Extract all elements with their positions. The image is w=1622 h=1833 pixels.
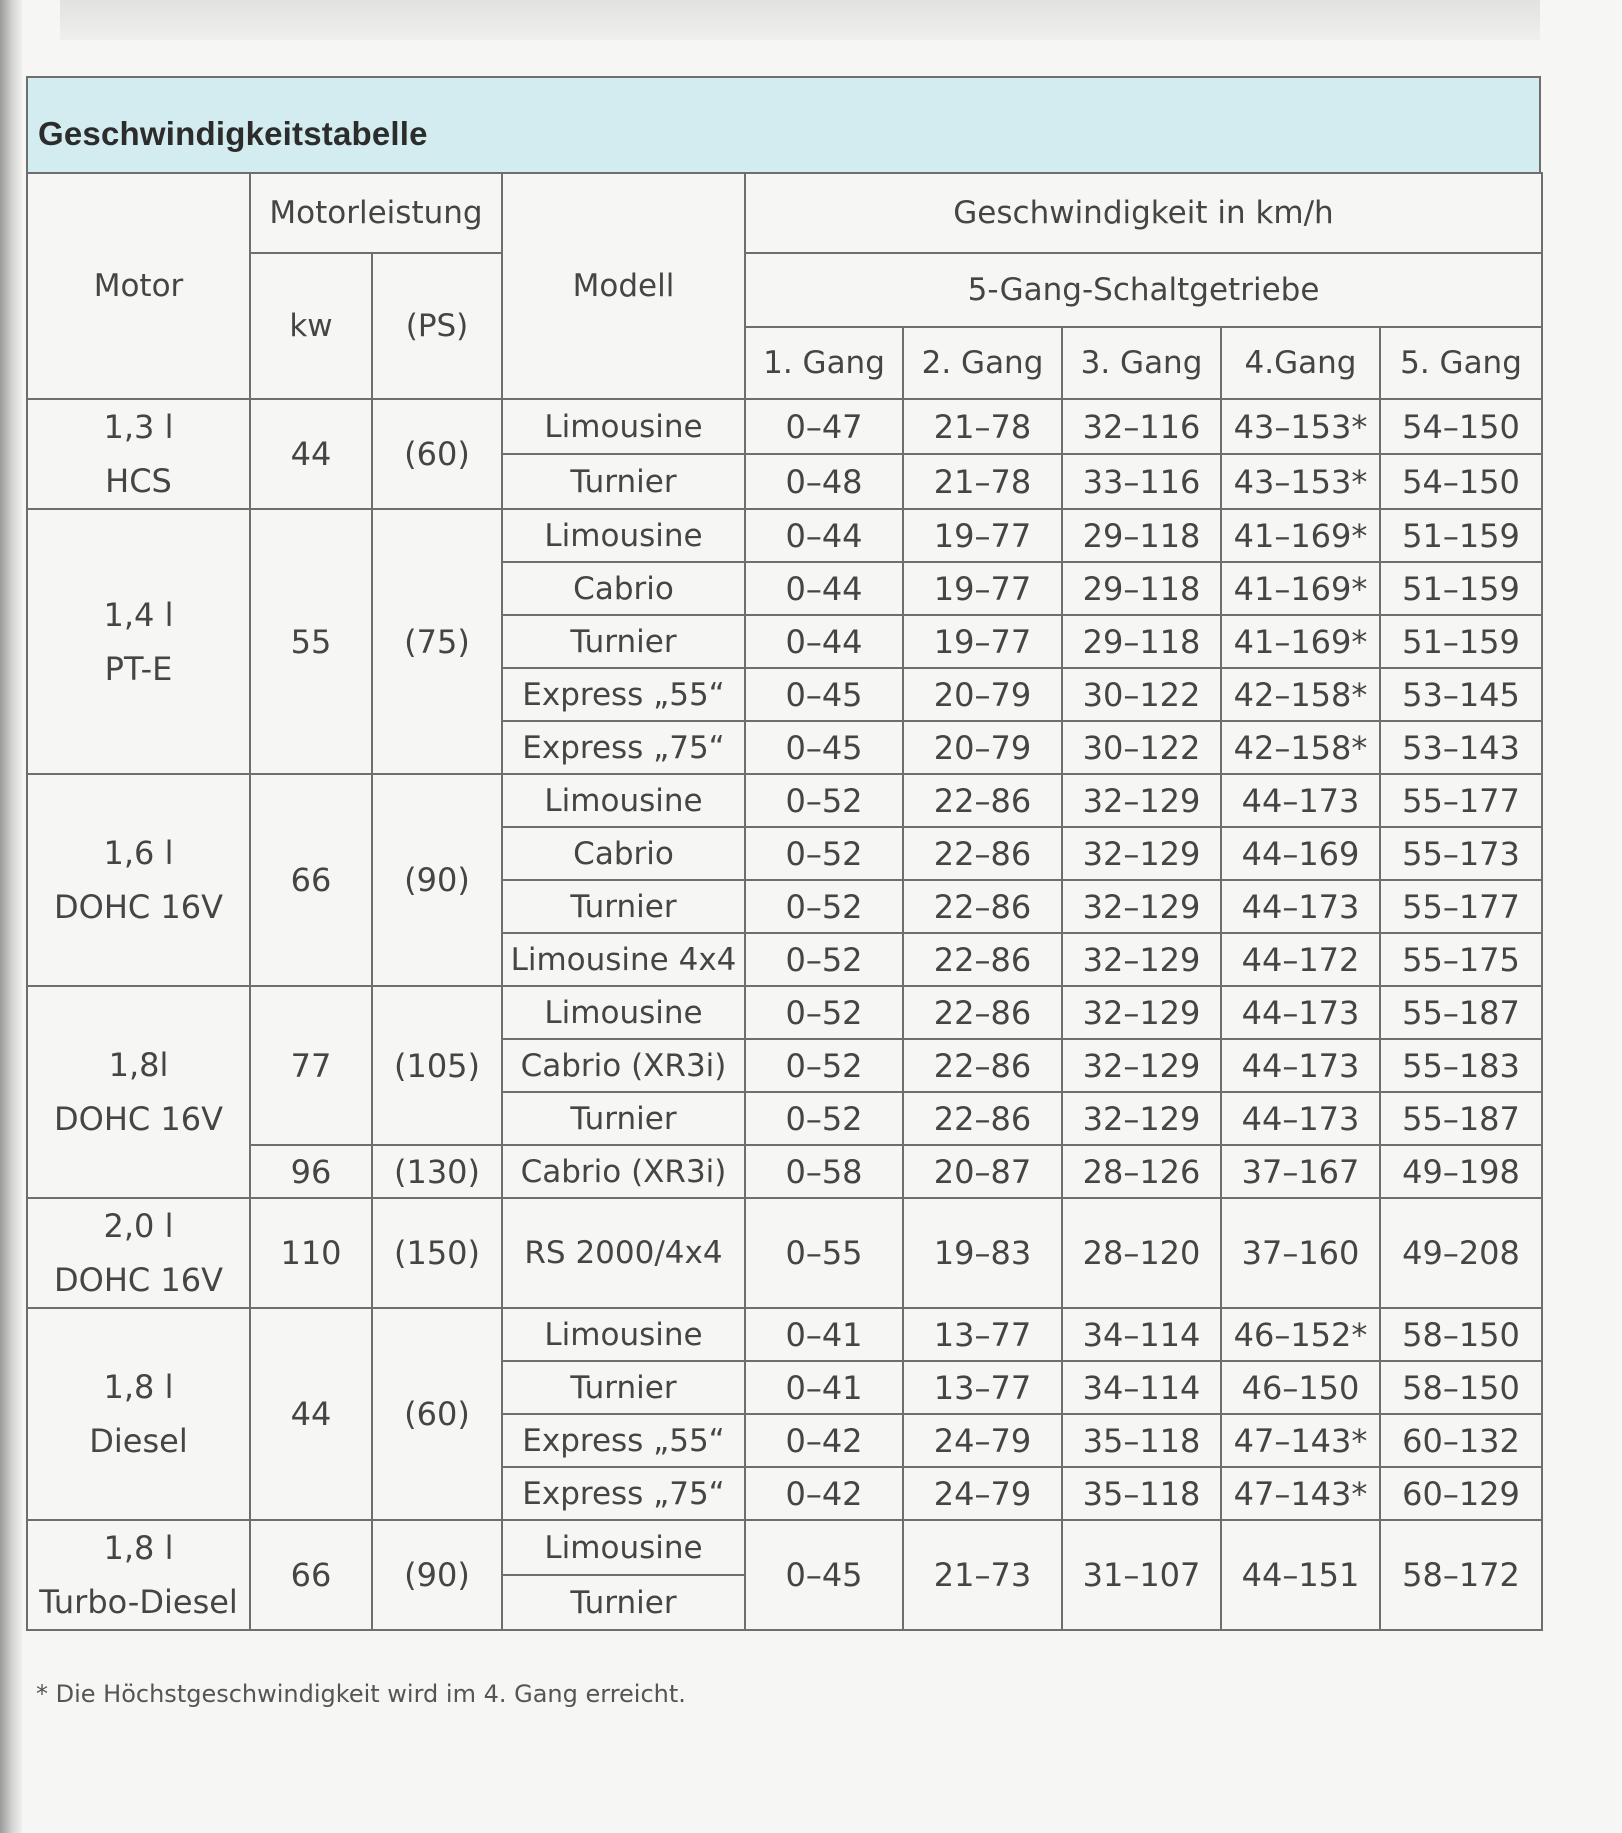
engine-cell <box>27 399 250 509</box>
model-cell: Cabrio (XR3i) <box>502 1145 745 1198</box>
speed-cell: 55–177 <box>1380 774 1542 827</box>
ps-cell: (150) <box>372 1198 502 1308</box>
engine-size: 1,8l <box>108 1046 169 1084</box>
ps-cell: (90) <box>372 774 502 986</box>
speed-cell: 24–79 <box>903 1467 1062 1520</box>
speed-cell: 32–129 <box>1062 774 1221 827</box>
ps-cell: (75) <box>372 509 502 774</box>
engine-size: 1,3 l <box>103 408 174 446</box>
speed-cell: 54–150 <box>1380 454 1542 509</box>
engine-type: DOHC 16V <box>53 1100 223 1138</box>
speed-cell: 19–83 <box>903 1198 1062 1308</box>
speed-cell: 47–143* <box>1221 1414 1380 1467</box>
gear-1-header: 1. Gang <box>745 327 903 399</box>
kw-cell: 66 <box>250 774 372 986</box>
speed-cell: 0–45 <box>745 1520 903 1630</box>
speed-cell: 19–77 <box>903 562 1062 615</box>
speed-cell: 49–198 <box>1380 1145 1542 1198</box>
ps-cell: (60) <box>372 399 502 509</box>
speed-table-panel <box>26 76 1541 1631</box>
model-cell: Turnier <box>502 615 745 668</box>
engine-cell <box>27 774 250 986</box>
model-cell: Turnier <box>502 1361 745 1414</box>
engine-cell <box>27 1308 250 1520</box>
speed-cell: 0–45 <box>745 721 903 774</box>
speed-cell: 0–47 <box>745 399 903 454</box>
speed-cell: 0–42 <box>745 1467 903 1520</box>
speed-cell: 0–44 <box>745 509 903 562</box>
speed-cell: 35–118 <box>1062 1467 1221 1520</box>
model-cell: Turnier <box>502 1575 745 1630</box>
motorleistung-header: Motorleistung <box>250 173 502 253</box>
speed-cell: 53–143 <box>1380 721 1542 774</box>
speed-cell: 19–77 <box>903 615 1062 668</box>
speed-cell: 22–86 <box>903 933 1062 986</box>
speed-cell: 43–153* <box>1221 454 1380 509</box>
model-cell: Limousine <box>502 1308 745 1361</box>
engine-type: Diesel <box>89 1422 188 1460</box>
speed-cell: 22–86 <box>903 774 1062 827</box>
speed-cell: 55–187 <box>1380 1092 1542 1145</box>
engine-type: DOHC 16V <box>53 1261 223 1299</box>
ps-cell: (90) <box>372 1520 502 1630</box>
speed-cell: 58–172 <box>1380 1520 1542 1630</box>
speed-cell: 53–145 <box>1380 668 1542 721</box>
table-row <box>27 774 1542 827</box>
model-cell: Limousine 4x4 <box>502 933 745 986</box>
speed-cell: 0–42 <box>745 1414 903 1467</box>
engine-size: 1,6 l <box>103 834 174 872</box>
speed-cell: 21–78 <box>903 399 1062 454</box>
speed-cell: 32–129 <box>1062 827 1221 880</box>
speed-cell: 0–44 <box>745 562 903 615</box>
page-edge-shadow <box>0 0 22 1833</box>
speed-cell: 0–52 <box>745 986 903 1039</box>
speed-cell: 20–79 <box>903 721 1062 774</box>
speed-cell: 32–129 <box>1062 1092 1221 1145</box>
ps-header: (PS) <box>372 253 502 399</box>
engine-cell <box>27 1520 250 1630</box>
speed-cell: 32–129 <box>1062 1039 1221 1092</box>
speed-cell: 44–173 <box>1221 986 1380 1039</box>
speed-cell: 51–159 <box>1380 509 1542 562</box>
speed-cell: 33–116 <box>1062 454 1221 509</box>
speed-cell: 49–208 <box>1380 1198 1542 1308</box>
model-cell: Limousine <box>502 774 745 827</box>
table-row <box>27 1308 1542 1361</box>
model-cell: Limousine <box>502 399 745 454</box>
speed-cell: 60–132 <box>1380 1414 1542 1467</box>
speed-cell: 41–169* <box>1221 562 1380 615</box>
ps-cell: (130) <box>372 1145 502 1198</box>
speed-cell: 54–150 <box>1380 399 1542 454</box>
engine-type: HCS <box>105 462 172 500</box>
model-cell: Turnier <box>502 454 745 509</box>
kw-cell: 96 <box>250 1145 372 1198</box>
model-cell: Express „55“ <box>502 668 745 721</box>
engine-type: Turbo-Diesel <box>39 1583 238 1621</box>
speed-cell: 31–107 <box>1062 1520 1221 1630</box>
speed-cell: 42–158* <box>1221 668 1380 721</box>
modell-header: Modell <box>502 173 745 399</box>
speed-cell: 22–86 <box>903 1092 1062 1145</box>
speed-cell: 28–126 <box>1062 1145 1221 1198</box>
table-title-bar <box>26 76 1541 172</box>
gear-5-header: 5. Gang <box>1380 327 1542 399</box>
speed-cell: 55–187 <box>1380 986 1542 1039</box>
table-row <box>27 509 1542 562</box>
speed-cell: 21–73 <box>903 1520 1062 1630</box>
speed-cell: 32–129 <box>1062 986 1221 1039</box>
model-cell: Cabrio <box>502 562 745 615</box>
speed-cell: 51–159 <box>1380 562 1542 615</box>
speed-cell: 46–152* <box>1221 1308 1380 1361</box>
footnote: * Die Höchstgeschwindigkeit wird im 4. Gang erreicht. <box>36 1680 686 1708</box>
speed-cell: 13–77 <box>903 1308 1062 1361</box>
speed-cell: 22–86 <box>903 827 1062 880</box>
gear-4-header: 4.Gang <box>1221 327 1380 399</box>
model-cell: Limousine <box>502 986 745 1039</box>
speed-cell: 0–44 <box>745 615 903 668</box>
speed-cell: 30–122 <box>1062 668 1221 721</box>
engine-size: 2,0 l <box>103 1207 174 1245</box>
model-cell: Cabrio <box>502 827 745 880</box>
speed-cell: 44–173 <box>1221 1039 1380 1092</box>
engine-size: 1,4 l <box>103 595 174 634</box>
table-row <box>27 1145 1542 1198</box>
model-cell: Limousine <box>502 1520 745 1575</box>
model-cell: Turnier <box>502 880 745 933</box>
speed-cell: 30–122 <box>1062 721 1221 774</box>
speed-cell: 44–151 <box>1221 1520 1380 1630</box>
speed-cell: 55–173 <box>1380 827 1542 880</box>
speed-cell: 19–77 <box>903 509 1062 562</box>
motor-header: Motor <box>27 173 250 399</box>
speed-cell: 34–114 <box>1062 1308 1221 1361</box>
speed-cell: 0–52 <box>745 1039 903 1092</box>
speed-cell: 32–129 <box>1062 880 1221 933</box>
speed-cell: 44–172 <box>1221 933 1380 986</box>
kw-header: kw <box>250 253 372 399</box>
speed-cell: 0–52 <box>745 880 903 933</box>
gear-3-header: 3. Gang <box>1062 327 1221 399</box>
speed-cell: 0–48 <box>745 454 903 509</box>
gear-2-header: 2. Gang <box>903 327 1062 399</box>
table-row <box>27 1520 1542 1575</box>
kw-cell: 55 <box>250 509 372 774</box>
speed-cell: 37–160 <box>1221 1198 1380 1308</box>
speed-cell: 20–79 <box>903 668 1062 721</box>
kw-cell: 110 <box>250 1198 372 1308</box>
speed-table <box>26 172 1543 1631</box>
model-cell: Turnier <box>502 1092 745 1145</box>
model-cell: Express „75“ <box>502 721 745 774</box>
engine-cell <box>27 986 250 1198</box>
speed-cell: 43–153* <box>1221 399 1380 454</box>
kw-cell: 44 <box>250 1308 372 1520</box>
model-cell: Cabrio (XR3i) <box>502 1039 745 1092</box>
speed-cell: 24–79 <box>903 1414 1062 1467</box>
speed-cell: 34–114 <box>1062 1361 1221 1414</box>
speed-cell: 46–150 <box>1221 1361 1380 1414</box>
speed-cell: 41–169* <box>1221 615 1380 668</box>
speed-cell: 0–55 <box>745 1198 903 1308</box>
model-cell: Express „75“ <box>502 1467 745 1520</box>
speed-cell: 22–86 <box>903 986 1062 1039</box>
speed-cell: 44–173 <box>1221 880 1380 933</box>
speed-cell: 44–169 <box>1221 827 1380 880</box>
kw-cell: 66 <box>250 1520 372 1630</box>
top-margin-band <box>60 0 1540 40</box>
kw-cell: 44 <box>250 399 372 509</box>
kw-cell: 77 <box>250 986 372 1145</box>
speed-cell: 0–58 <box>745 1145 903 1198</box>
ps-cell: (105) <box>372 986 502 1145</box>
engine-type: PT-E <box>104 649 173 688</box>
speed-cell: 37–167 <box>1221 1145 1380 1198</box>
table-row <box>27 1198 1542 1308</box>
table-row <box>27 399 1542 454</box>
speed-cell: 47–143* <box>1221 1467 1380 1520</box>
speed-cell: 51–159 <box>1380 615 1542 668</box>
gearbox-header: 5-Gang-Schaltgetriebe <box>745 253 1542 327</box>
speed-cell: 60–129 <box>1380 1467 1542 1520</box>
speed-cell: 42–158* <box>1221 721 1380 774</box>
model-cell: RS 2000/4x4 <box>502 1198 745 1308</box>
model-cell: Limousine <box>502 509 745 562</box>
speed-cell: 44–173 <box>1221 774 1380 827</box>
speed-cell: 0–41 <box>745 1361 903 1414</box>
speed-cell: 21–78 <box>903 454 1062 509</box>
speed-cell: 35–118 <box>1062 1414 1221 1467</box>
speed-cell: 29–118 <box>1062 509 1221 562</box>
speed-cell: 20–87 <box>903 1145 1062 1198</box>
speed-cell: 22–86 <box>903 880 1062 933</box>
engine-size: 1,8 l <box>103 1368 174 1406</box>
speed-cell: 41–169* <box>1221 509 1380 562</box>
engine-cell <box>27 509 250 774</box>
speed-cell: 0–45 <box>745 668 903 721</box>
speed-cell: 0–41 <box>745 1308 903 1361</box>
speed-cell: 55–183 <box>1380 1039 1542 1092</box>
engine-type: DOHC 16V <box>53 888 223 926</box>
speed-cell: 55–175 <box>1380 933 1542 986</box>
speed-cell: 0–52 <box>745 827 903 880</box>
speed-cell: 32–116 <box>1062 399 1221 454</box>
speed-cell: 13–77 <box>903 1361 1062 1414</box>
speed-cell: 55–177 <box>1380 880 1542 933</box>
speed-cell: 0–52 <box>745 1092 903 1145</box>
table-row <box>27 986 1542 1039</box>
table-title: Geschwindigkeitstabelle <box>38 115 428 152</box>
speed-cell: 22–86 <box>903 1039 1062 1092</box>
ps-cell: (60) <box>372 1308 502 1520</box>
speed-cell: 0–52 <box>745 774 903 827</box>
speed-cell: 29–118 <box>1062 615 1221 668</box>
engine-cell <box>27 1198 250 1308</box>
speed-cell: 58–150 <box>1380 1308 1542 1361</box>
speed-cell: 58–150 <box>1380 1361 1542 1414</box>
speed-cell: 28–120 <box>1062 1198 1221 1308</box>
speed-header: Geschwindigkeit in km/h <box>745 173 1542 253</box>
speed-cell: 29–118 <box>1062 562 1221 615</box>
speed-cell: 32–129 <box>1062 933 1221 986</box>
speed-cell: 0–52 <box>745 933 903 986</box>
engine-size: 1,8 l <box>103 1529 174 1567</box>
speed-cell: 44–173 <box>1221 1092 1380 1145</box>
model-cell: Express „55“ <box>502 1414 745 1467</box>
